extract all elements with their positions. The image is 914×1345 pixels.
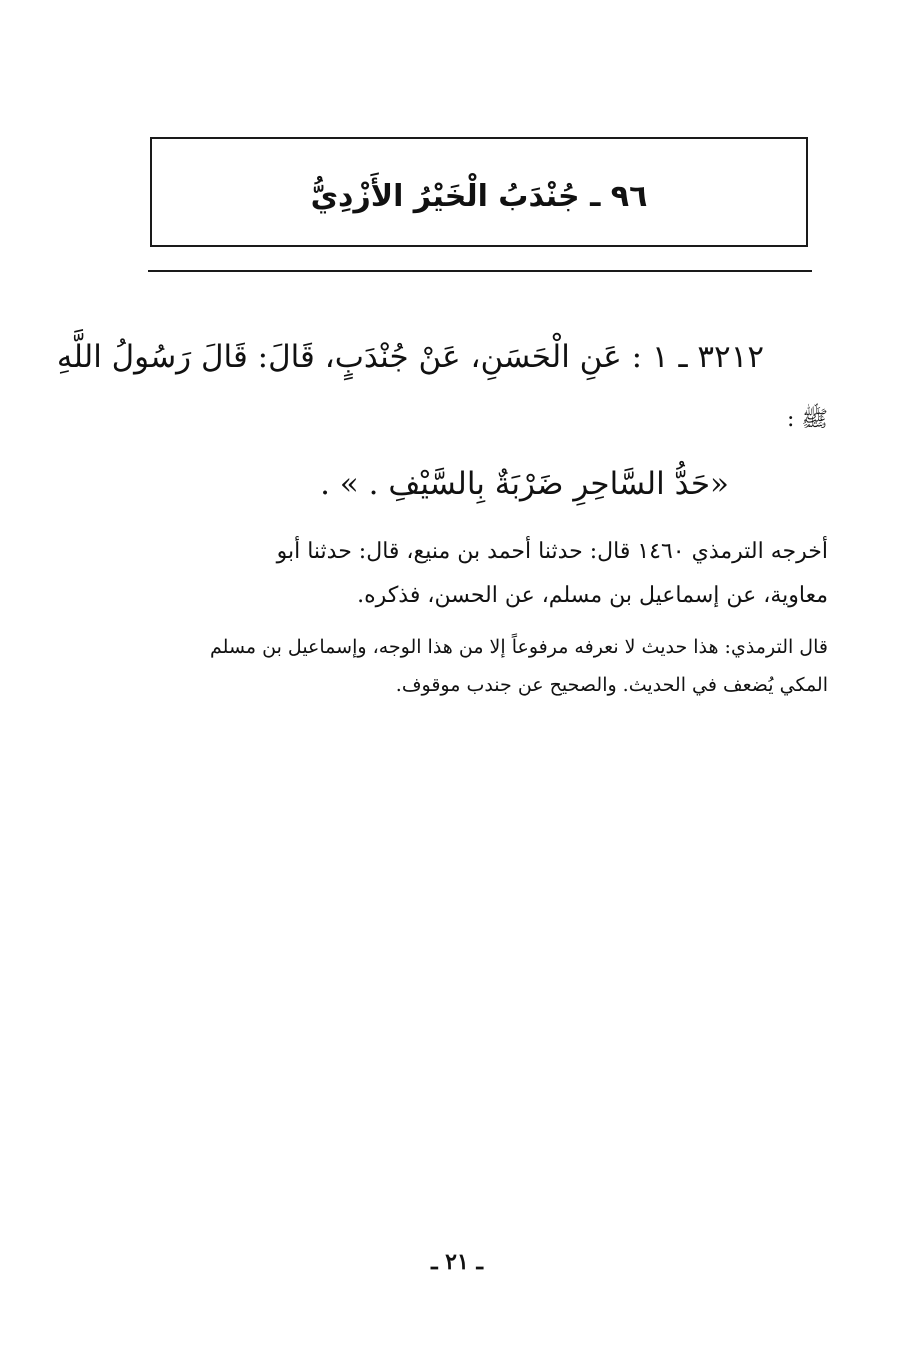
takhrij-line-1: أخرجه الترمذي ١٤٦٠ قال: حدثنا أحمد بن منيع، قال: حدثنا أبو — [276, 539, 828, 564]
chapter-title-box — [150, 137, 808, 247]
chapter-title: ٩٦ ـ جُنْدَبُ الْخَيْرُ الأَزْدِيُّ — [310, 179, 648, 214]
header-divider — [148, 270, 812, 272]
honorific-phrase: ﷺ : — [787, 407, 828, 432]
takhrij-line-2: معاوية، عن إسماعيل بن مسلم، عن الحسن، فذكره. — [357, 583, 828, 608]
tirmidhi-note-line-2: المكي يُضعف في الحديث. والصحيح عن جندب موقوف. — [395, 674, 828, 696]
page-number: ـ ٢١ ـ — [431, 1249, 483, 1275]
tirmidhi-note-line-1: قال الترمذي: هذا حديث لا نعرفه مرفوعاً إلا من هذا الوجه، وإسماعيل بن مسلم — [210, 636, 828, 658]
hadith-quote: «حَدُّ السَّاحِرِ ضَرْبَةٌ بِالسَّيْفِ . » . — [320, 466, 729, 502]
hadith-text-line: ٣٢١٢ ـ ١ : عَنِ الْحَسَنِ، عَنْ جُنْدَبٍ، قَالَ: قَالَ رَسُولُ اللَّهِ — [56, 339, 764, 375]
